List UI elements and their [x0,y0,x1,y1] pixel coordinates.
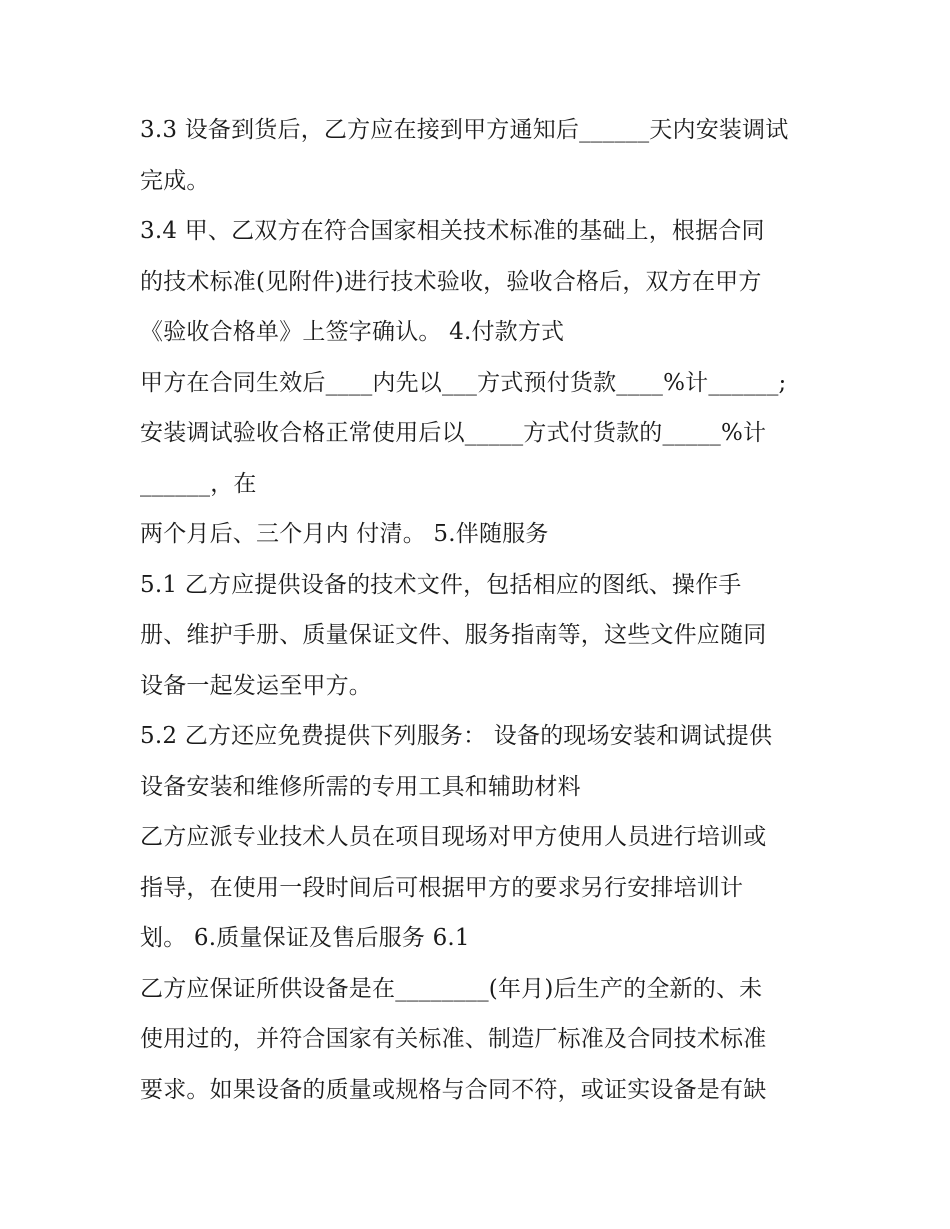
text-line: 甲方在合同生效后____内先以___方式预付货款____%计______; [140,370,787,396]
text-line: 乙方应保证所供设备是在________(年月)后生产的全新的、未 [140,976,763,1002]
text-line: 册、维护手册、质量保证文件、服务指南等，这些文件应随同 [140,622,767,648]
text-line: 《验收合格单》上签字确认。 4.付款方式 [140,319,565,345]
text-line: 5.1 乙方应提供设备的技术文件，包括相应的图纸、操作手 [140,572,742,598]
text-line: 使用过的，并符合国家有关标准、制造厂标准及合同技术标准 [140,1026,767,1052]
text-line: 3.3 设备到货后，乙方应在接到甲方通知后______天内安装调试 [140,117,789,143]
text-line: ______，在 [140,471,257,497]
text-line: 乙方应派专业技术人员在项目现场对甲方使用人员进行培训或 [140,824,767,850]
text-line: 设备一起发运至甲方。 [140,673,372,699]
text-line: 划。 6.质量保证及售后服务 6.1 [140,925,470,951]
text-line: 两个月后、三个月内 付清。 5.伴随服务 [140,521,549,547]
text-line: 5.2 乙方还应免费提供下列服务： 设备的现场安装和调试提供 [140,723,773,749]
text-line: 设备安装和维修所需的专用工具和辅助材料 [140,774,581,800]
text-line: 3.4 甲、乙双方在符合国家相关技术标准的基础上，根据合同 [140,218,765,244]
text-line: 完成。 [140,168,210,194]
text-line: 的技术标准(见附件)进行技术验收，验收合格后，双方在甲方 [140,269,762,295]
text-line: 安装调试验收合格正常使用后以_____方式付货款的_____%计 [140,420,767,446]
text-line: 要求。如果设备的质量或规格与合同不符，或证实设备是有缺 [140,1077,767,1103]
text-line: 指导，在使用一段时间后可根据甲方的要求另行安排培训计 [140,875,744,901]
